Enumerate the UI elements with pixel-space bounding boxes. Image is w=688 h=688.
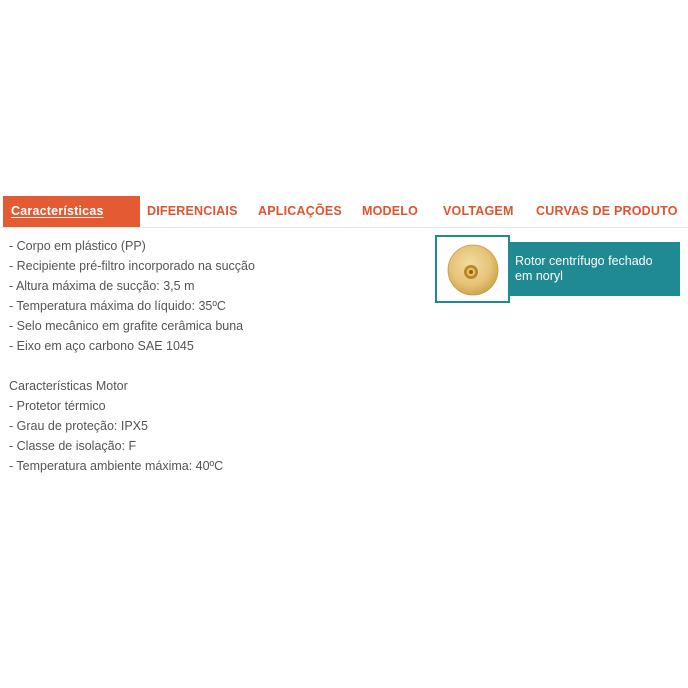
rotor-icon bbox=[446, 243, 500, 297]
tab-voltagem[interactable]: VOLTAGEM bbox=[443, 204, 514, 218]
tab-bar bbox=[0, 196, 688, 228]
tab-modelo[interactable]: MODELO bbox=[362, 204, 419, 218]
features-list bbox=[9, 236, 429, 476]
spacer bbox=[9, 356, 429, 376]
rotor-thumbnail bbox=[435, 235, 510, 303]
feature-item: - Altura máxima de sucção: 3,5 m bbox=[9, 279, 195, 293]
feature-item: - Selo mecânico em grafite cerâmica buna bbox=[9, 319, 244, 333]
rotor-feature-card bbox=[435, 235, 680, 303]
rotor-caption-line: em noryl bbox=[515, 269, 563, 283]
feature-item: - Recipiente pré-filtro incorporado na sucção bbox=[9, 259, 255, 273]
feature-item: - Temperatura máxima do líquido: 35ºC bbox=[9, 299, 226, 313]
motor-item: - Temperatura ambiente máxima: 40ºC bbox=[9, 459, 224, 473]
feature-item: - Corpo em plástico (PP) bbox=[9, 239, 146, 253]
motor-item: - Protetor térmico bbox=[9, 399, 106, 413]
tab-curvas-de-produto[interactable]: CURVAS DE PRODUTO bbox=[536, 204, 678, 218]
rotor-caption bbox=[510, 242, 680, 296]
motor-heading: Características Motor bbox=[9, 379, 128, 393]
tab-aplicacoes[interactable]: APLICAÇÕES bbox=[258, 204, 342, 218]
rotor-caption-line: Rotor centrífugo fechado bbox=[515, 254, 653, 268]
tab-diferenciais[interactable]: DIFERENCIAIS bbox=[147, 204, 238, 218]
motor-item: - Classe de isolação: F bbox=[9, 439, 137, 453]
feature-item: - Eixo em aço carbono SAE 1045 bbox=[9, 339, 194, 353]
motor-item: - Grau de proteção: IPX5 bbox=[9, 419, 148, 433]
tab-caracteristicas[interactable]: Características bbox=[3, 196, 140, 227]
